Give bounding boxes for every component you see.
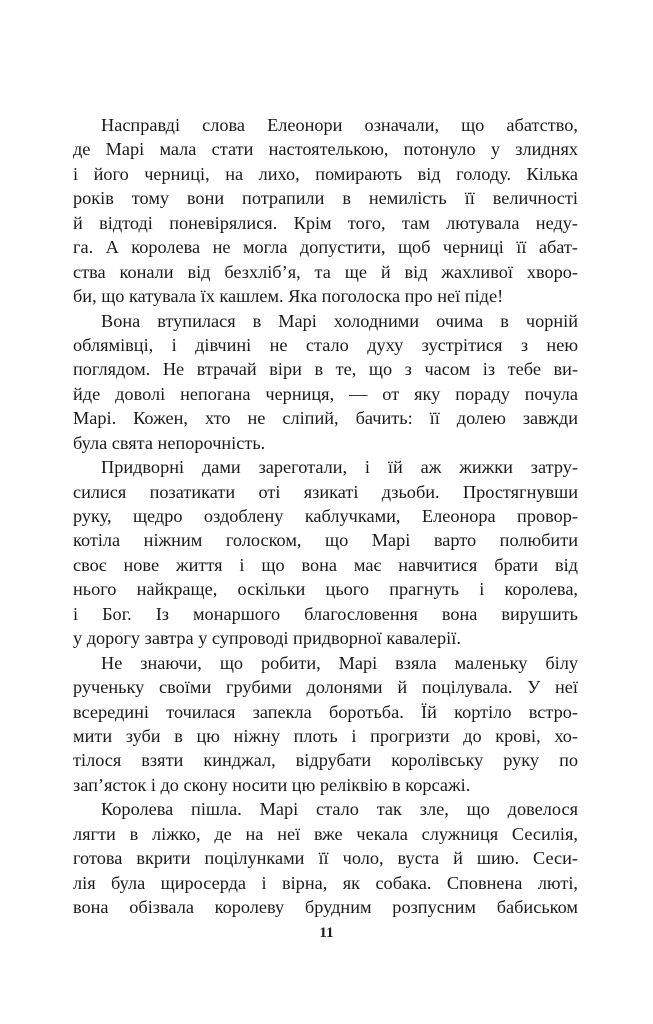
text-line: лягти в ліжко, де на неї вже чекала служниця Сесилія, — [73, 823, 578, 844]
text-line: і Бог. Із монаршого благословення вона вирушить — [73, 603, 578, 624]
text-line: всередині точилася запекла боротьба. Їй кортіло встро- — [73, 701, 578, 722]
text-line: Марі. Кожен, хто не сліпий, бачить: її долею завжди — [73, 408, 578, 429]
text-line: і його черниці, на лихо, помирають від голоду. Кілька — [73, 163, 578, 184]
text-line: була свята непорочність. — [73, 432, 266, 453]
text-line: де Марі мала стати настоятелькою, потонуло у злиднях — [73, 139, 578, 160]
text-line: би, що катувала їх кашлем. Яка поголоска про неї піде! — [73, 286, 504, 307]
page-number: 11 — [319, 925, 334, 941]
text-line: поглядом. Не втрачай віри в те, що з часом із тебе ви- — [73, 359, 578, 380]
text-line: руку, щедро оздоблену каблучками, Елеонора провор- — [73, 506, 578, 526]
text-line: Королева пішла. Марі стало так зле, що довелося — [101, 799, 578, 820]
paragraph-5 — [73, 797, 578, 919]
text-line: ства конали від безхліб’я, та ще й від жахливої хворо- — [73, 261, 578, 282]
book-page-text — [73, 113, 578, 919]
text-line: га. А королева не могла допустити, щоб черниці її абат- — [73, 237, 578, 258]
paragraph-2 — [73, 309, 578, 456]
text-line: котіла ніжним голоском, що Марі варто полюбити — [73, 530, 578, 551]
text-line: йде доволі непогана черниця, — от яку пораду почула — [73, 383, 578, 404]
text-line: Придворні дами зареготали, і їй аж жижки затру- — [101, 457, 578, 478]
text-line: у дорогу завтра у супроводі придворної кавалерії. — [73, 628, 461, 649]
text-line: силися позатикати оті язикаті дзьоби. Простягнувши — [73, 481, 578, 502]
text-line: Вона втупилася в Марі холодними очима в чорній — [101, 310, 578, 331]
text-line: зап’ясток і до скону носити цю реліквію в корсажі. — [73, 774, 471, 795]
text-line: рученьку своїми грубими долонями й поцілувала. У неї — [73, 677, 578, 698]
paragraph-3 — [73, 455, 578, 651]
text-line: років тому вони потрапили в немилість її величності — [73, 188, 578, 209]
text-line: мити зуби в цю ніжну плоть і прогризти до крові, хо- — [73, 725, 578, 746]
text-line: нього найкраще, оскільки цього прагнуть і королева, — [73, 579, 578, 600]
text-line: готова вкрити поцілунками її чоло, вуста й шию. Сеси- — [73, 848, 578, 869]
paragraph-4 — [73, 651, 578, 798]
text-line: Насправді слова Елеонори означали, що абатство, — [101, 115, 578, 135]
text-line: лія була щиросерда і вірна, як собака. Сповнена люті, — [73, 872, 578, 893]
text-line: тілося взяти кинджал, відрубати королівську руку по — [73, 750, 578, 771]
paragraph-1 — [73, 113, 578, 309]
text-line: й відтоді поневірялися. Крім того, там лютувала неду- — [73, 212, 578, 233]
text-line: вона обізвала королеву брудним розпусним бабиськом — [73, 897, 578, 917]
text-line: облямівці, і дівчині не стало духу зустрітися з нею — [73, 334, 578, 355]
text-line: Не знаючи, що робити, Марі взяла маленьку білу — [101, 652, 578, 673]
text-line: своє нове життя і що вона має навчитися брати від — [73, 554, 578, 575]
